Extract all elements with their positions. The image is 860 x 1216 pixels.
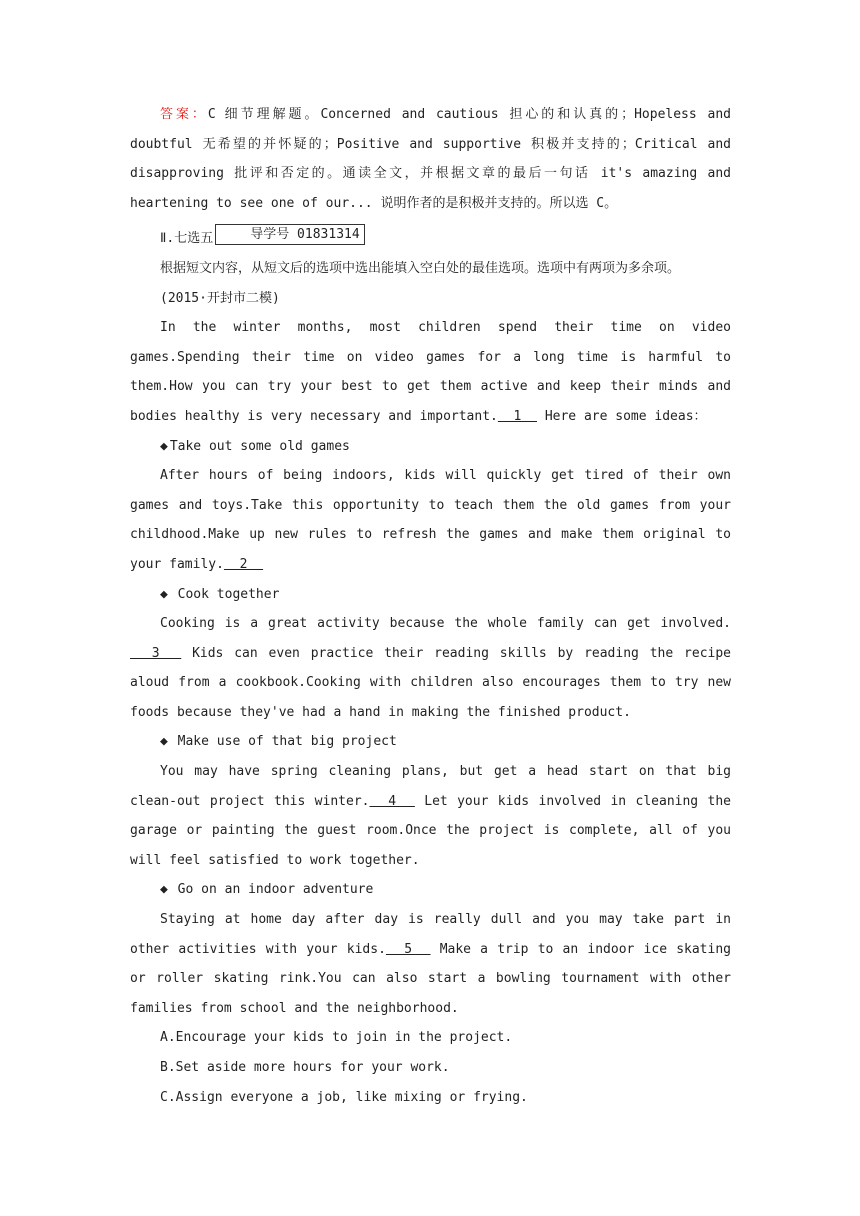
intro-text: In the winter months, most children spend their time on video games.Spending their time on video games for a long time is harmful to them.How you can try your best to get them active and keep their minds and bodies healthy is very necessary and important. — [130, 320, 731, 424]
heading-4-text: Go on an indoor adventure — [177, 882, 374, 898]
blank-4: 4 — [369, 793, 415, 809]
blank-5: 5 — [385, 941, 431, 957]
paragraph-3a: You may have spring cleaning plans, but get a head start on that big clean-out project this winter. — [130, 764, 731, 809]
heading-4 — [130, 875, 731, 905]
blank-2: 2 — [223, 556, 264, 572]
paragraph-2b: Kids can even practice their reading skills by reading the recipe aloud from a cookbook.Cooking with children also encourages them to try new foods because they've had a hand in making the finished product. — [130, 645, 731, 720]
blank-1: 1 — [497, 408, 537, 424]
heading-3 — [130, 727, 731, 757]
option-b: B.Set aside more hours for your work. — [160, 1060, 450, 1075]
section-heading — [130, 224, 731, 254]
answer-explanation: 细节理解题。Concerned and cautious 担心的和认真的；Hopeless and doubtful 无希望的并怀疑的；Positive and supportive 积极并支持的；Critical and disapproving 批评和否定的。通读全文，并根据文章的最后一句话 it's amazing and heartening to see one of our... 说明作者的是积极并支持的。所以选 C。 — [130, 107, 731, 211]
section-instruction: 根据短文内容，从短文后的选项中选出能填入空白处的最佳选项。选项中有两项为多余项。 — [160, 260, 681, 276]
guide-number-box: 导学号 01831314 — [215, 224, 364, 245]
paragraph-2 — [130, 609, 731, 727]
paragraph-3b: Let your kids involved in cleaning the garage or painting the guest room.Once the project is complete, all of you will feel satisfied to work together. — [130, 793, 731, 868]
section-title: Ⅱ.七选五 — [160, 231, 214, 247]
answer-label: 答案： — [160, 107, 208, 122]
document-page — [130, 100, 731, 1112]
heading-1-text: Take out some old games — [169, 438, 350, 454]
passage-source: (2015·开封市二模) — [160, 290, 280, 306]
answer-paragraph — [130, 100, 731, 218]
answer-letter: C — [207, 107, 216, 122]
paragraph-1-text: After hours of being indoors, kids will quickly get tired of their own games and toys.Take this opportunity to teach them the old games from your childhood.Make up new rules to refresh the games and make them original to your family. — [130, 468, 731, 572]
blank-3: 3 — [130, 645, 182, 661]
intro-end: Here are some ideas： — [537, 408, 707, 424]
diamond-bullet-icon: ◆ — [160, 882, 168, 898]
paragraph-4a: Staying at home day after day is really dull and you may take part in other activities with your kids. — [130, 912, 731, 957]
diamond-bullet-icon: ◆ — [160, 734, 168, 750]
heading-2-text: Cook together — [177, 586, 280, 602]
heading-2 — [130, 580, 731, 610]
heading-3-text: Make use of that big project — [177, 734, 397, 750]
diamond-bullet-icon: ◆ — [160, 586, 168, 602]
option-a: A.Encourage your kids to join in the project. — [160, 1030, 513, 1046]
paragraph-2a: Cooking is a great activity because the whole family can get involved. — [160, 616, 731, 632]
heading-1 — [130, 432, 731, 462]
paragraph-4 — [130, 905, 731, 1023]
paragraph-3 — [130, 757, 731, 875]
paragraph-4b: Make a trip to an indoor ice skating or roller skating rink.You can also start a bowling tournament with other families from school and the neighborhood. — [130, 941, 731, 1016]
passage-intro — [130, 313, 731, 431]
diamond-bullet-icon: ◆ — [160, 438, 168, 454]
option-c: C.Assign everyone a job, like mixing or frying. — [160, 1089, 528, 1105]
paragraph-1 — [130, 461, 731, 579]
